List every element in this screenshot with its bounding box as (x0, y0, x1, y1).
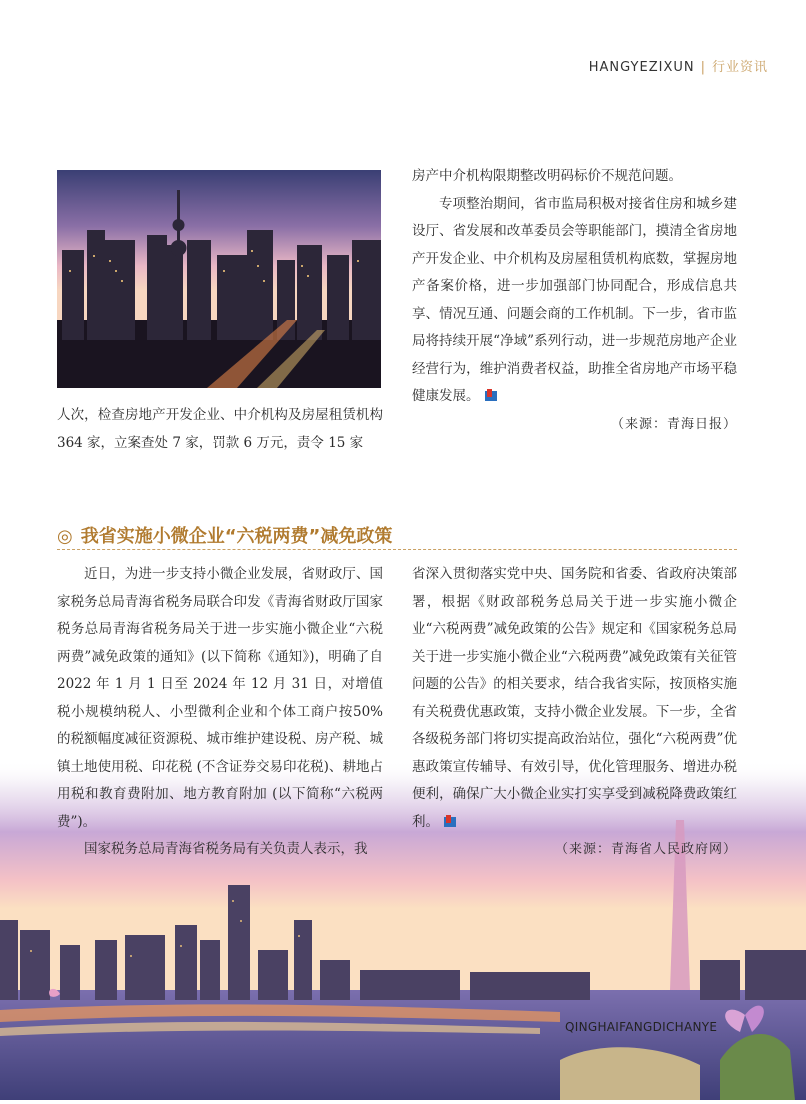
skyline-illustration (57, 170, 381, 388)
header-cn: 行业资讯 (711, 60, 768, 75)
article2-right-column (412, 561, 737, 864)
title-bullet-icon: ◎ (57, 526, 73, 547)
article1-left-text: 人次，检查房地产开发企业、中介机构及房屋租赁机构 364 家，立案查处 7 家，罚款 6 万元，责令 15 家 (57, 407, 383, 451)
article2-left-p1: 近日，为进一步支持小微企业发展，省财政厅、国家税务总局青海省税务局联合印发《青海省财政厅国家税务总局青海省税务局关于进一步实施小微企业“六税两费”减免政策的通知》(以下简称《通知》)，明确了自 2022 年 1 月 1 日至 2024 年 12 月 31 日，对增值税小规模纳税人、小型微利企业和个体工商户按50% 的税额幅度减征资源税、城市维护建设税、房产税、城镇土地使用税、印花税 (不含证券交易印花税)、耕地占用税和教育费附加、地方教育附加 (以下简称“六税两费”)。 (57, 566, 383, 830)
article1-right-column (412, 163, 737, 438)
city-night-photo (57, 170, 381, 388)
article2-title-text: 我省实施小微企业“六税两费”减免政策 (80, 526, 393, 547)
article2-title (57, 522, 392, 548)
footer-magazine-mark: QINGHAIFANGDICHANYE (565, 1020, 718, 1034)
article1-left-column (57, 402, 383, 457)
article2-source: （来源：青海省人民政府网） (554, 842, 737, 857)
header-en: HANGYEZIXUN (588, 60, 695, 75)
title-divider (57, 549, 737, 550)
page-header (589, 56, 768, 75)
article2-right-p1: 省深入贯彻落实党中央、国务院和省委、省政府决策部署，根据《财政部税务总局关于进一步实施小微企业“六税两费”减免政策的公告》规定和《国家税务总局关于进一步实施小微企业“六税两费”减免政策有关征管问题的公告》的相关要求，结合我省实际，按顶格实施有关税费优惠政策，支持小微企业发展。下一步，全省各级税务部门将切实提高政治站位，强化“六税两费”优惠政策宣传辅导、有效引导，优化管理服务、增进办税便利，确保广大小微企业实打实享受到减税降费政策红利。 (412, 566, 737, 830)
magazine-logo-icon (484, 388, 498, 402)
article2-left-p2: 国家税务总局青海省税务局有关负责人表示，我 (84, 841, 368, 857)
article2-left-column (57, 561, 383, 864)
article1-right-p2: 专项整治期间，省市监局积极对接省住房和城乡建设厅、省发展和改革委员会等职能部门，摸清全省房地产开发企业、中介机构及房屋租赁机构底数，掌握房地产备案价格，进一步加强部门协同配合，形成信息共享、情况互通、问题会商的工作机制。下一步，省市监局将持续开展“净域”系列行动，进一步规范房地产企业经营行为，维护消费者权益，助推全省房地产市场平稳健康发展。 (412, 195, 737, 404)
magazine-logo-icon (443, 814, 457, 828)
article1-right-p1: 房产中介机构限期整改明码标价不规范问题。 (412, 168, 682, 184)
header-separator: | (700, 60, 706, 75)
article1-source: （来源：青海日报） (610, 416, 737, 432)
